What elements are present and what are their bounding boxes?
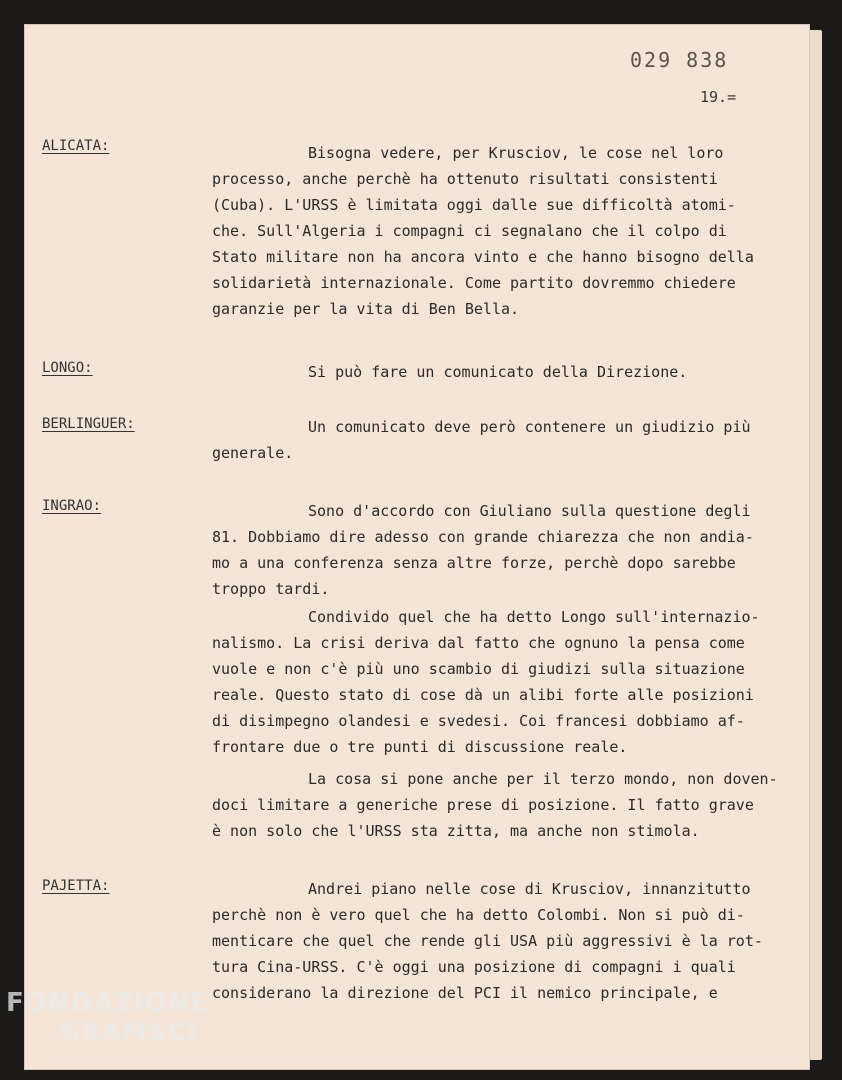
text-line: Bisogna vedere, per Krusciov, le cose nel loro <box>308 144 724 162</box>
text-line: considerano la direzione del PCI il nemico principale, e <box>212 984 718 1002</box>
archive-number: 029 838 <box>630 48 729 72</box>
text-line: mo a una conferenza senza altre forze, perchè dopo sarebbe <box>212 554 736 572</box>
text-line: menticare che quel che rende gli USA più aggressivi è la rot- <box>212 932 763 950</box>
text-line: Andrei piano nelle cose di Krusciov, innanzitutto <box>308 880 751 898</box>
text-line: che. Sull'Algeria i compagni ci segnalano che il colpo di <box>212 222 727 240</box>
speaker-alicata: ALICATA: <box>42 138 110 154</box>
text-line: nalismo. La crisi deriva dal fatto che ognuno la pensa come <box>212 634 745 652</box>
text-line: troppo tardi. <box>212 580 330 598</box>
text-line: Condivido quel che ha detto Longo sull'internazio- <box>308 608 760 626</box>
speaker-ingrao: INGRAO: <box>42 498 102 514</box>
text-line: vuole e non c'è più uno scambio di giudizi sulla situazione <box>212 660 745 678</box>
text-line: Si può fare un comunicato della Direzione. <box>308 363 688 381</box>
text-line: (Cuba). L'URSS è limitata oggi dalle sue difficoltà atomi- <box>212 196 736 214</box>
page-number: 19.= <box>700 88 737 106</box>
fondazione-gramsci-watermark <box>6 990 209 1044</box>
text-line: 81. Dobbiamo dire adesso con grande chiarezza che non andia- <box>212 528 754 546</box>
text-line: è non solo che l'URSS sta zitta, ma anche non stimola. <box>212 822 700 840</box>
text-line: Stato militare non ha ancora vinto e che hanno bisogno della <box>212 248 754 266</box>
text-line: doci limitare a generiche prese di posizione. Il fatto grave <box>212 796 754 814</box>
text-line: reale. Questo stato di cose dà un alibi forte alle posizioni <box>212 686 754 704</box>
text-line: La cosa si pone anche per il terzo mondo, non doven- <box>308 770 778 788</box>
text-line: generale. <box>212 444 294 462</box>
watermark-line-2: GRAMSCI <box>60 1018 199 1046</box>
text-line: perchè non è vero quel che ha detto Colombi. Non si può di- <box>212 906 745 924</box>
speaker-pajetta: PAJETTA: <box>42 878 110 894</box>
text-line: solidarietà internazionale. Come partito dovremmo chiedere <box>212 274 736 292</box>
watermark-line-1: FONDAZIONE <box>6 988 210 1018</box>
text-line: frontare due o tre punti di discussione reale. <box>212 738 628 756</box>
text-line: Un comunicato deve però contenere un giudizio più <box>308 418 751 436</box>
text-line: di disimpegno olandesi e svedesi. Coi francesi dobbiamo af- <box>212 712 745 730</box>
speaker-longo: LONGO: <box>42 360 93 376</box>
text-line: Sono d'accordo con Giuliano sulla questione degli <box>308 502 751 520</box>
text-line: tura Cina-URSS. C'è oggi una posizione di compagni i quali <box>212 958 736 976</box>
text-line: garanzie per la vita di Ben Bella. <box>212 300 520 318</box>
speaker-berlinguer: BERLINGUER: <box>42 416 135 432</box>
text-line: processo, anche perchè ha ottenuto risultati consistenti <box>212 170 718 188</box>
